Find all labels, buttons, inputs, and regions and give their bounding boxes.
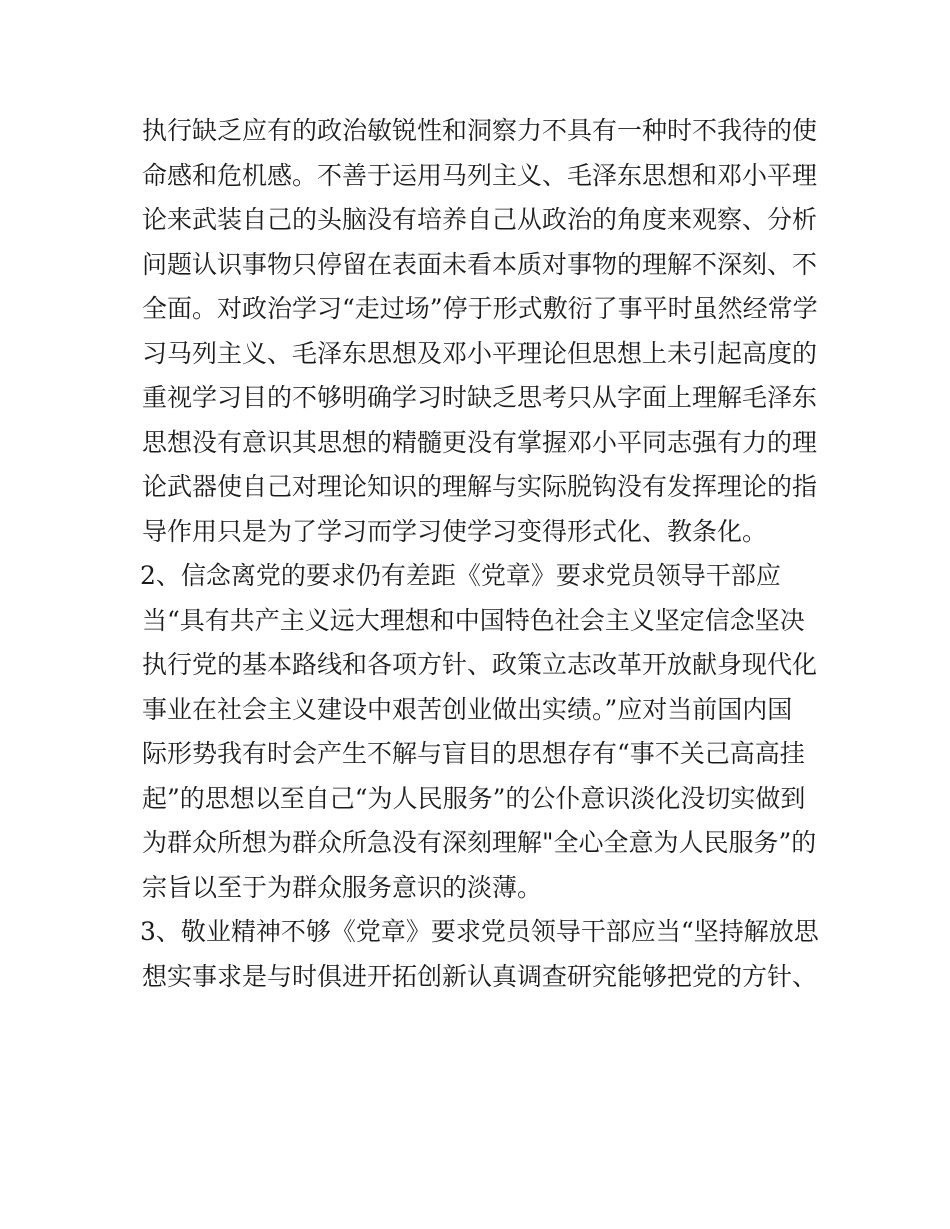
text-line: 导作用只是为了学习而学习使学习变得形式化、教条化。	[142, 516, 768, 546]
text-line: 宗旨以至于为群众服务意识的淡薄。	[142, 872, 543, 902]
section-heading-2: 2、信念离党的要求仍有差距《党章》要求党员领导干部应	[140, 561, 781, 590]
text-line: 想实事求是与时俱进开拓创新认真调查研究能够把党的方针、	[142, 961, 818, 991]
text-line: 全面。对政治学习“走过场”停于形式敷衍了事平时虽然经常学	[142, 294, 818, 323]
text-line: 问题认识事物只停留在表面未看本质对事物的理解不深刻、不	[142, 249, 818, 279]
text-line: 命感和危机感。不善于运用马列主义、毛泽东思想和邓小平理	[142, 160, 818, 190]
text-line: 起”的思想以至自己“为人民服务”的公仆意识淡化没切实做到	[142, 783, 806, 813]
body-text	[142, 109, 822, 999]
text-line: 论武器使自己对理论知识的理解与实际脱钩没有发挥理论的指	[142, 472, 818, 501]
text-line: 当“具有共产主义远大理想和中国特色社会主义坚定信念坚决	[142, 605, 805, 635]
text-line: 际形势我有时会产生不解与盲目的思想存有“事不关己高高挂	[142, 739, 805, 768]
text-line: 事业在社会主义建设中艰苦创业做出实绩。”应对当前国内国	[142, 694, 793, 724]
text-line: 执行缺乏应有的政治敏锐性和洞察力不具有一种时不我待的使	[142, 116, 818, 145]
text-line: 习马列主义、毛泽东思想及邓小平理论但思想上未引起高度的	[142, 338, 818, 368]
text-line: 思想没有意识其思想的精髓更没有掌握邓小平同志强有力的理	[142, 427, 818, 457]
text-line: 为群众所想为群众所急没有深刻理解"全心全意为人民服务”的	[142, 828, 817, 857]
text-line: 论来武装自己的头脑没有培养自己从政治的角度来观察、分析	[142, 205, 818, 234]
section-heading-3: 3、敬业精神不够《党章》要求党员领导干部应当“坚持解放思	[140, 917, 819, 946]
text-line: 执行党的基本路线和各项方针、政策立志改革开放献身现代化	[142, 650, 818, 679]
text-line: 重视学习目的不够明确学习时缺乏思考只从字面上理解毛泽东	[142, 383, 818, 412]
